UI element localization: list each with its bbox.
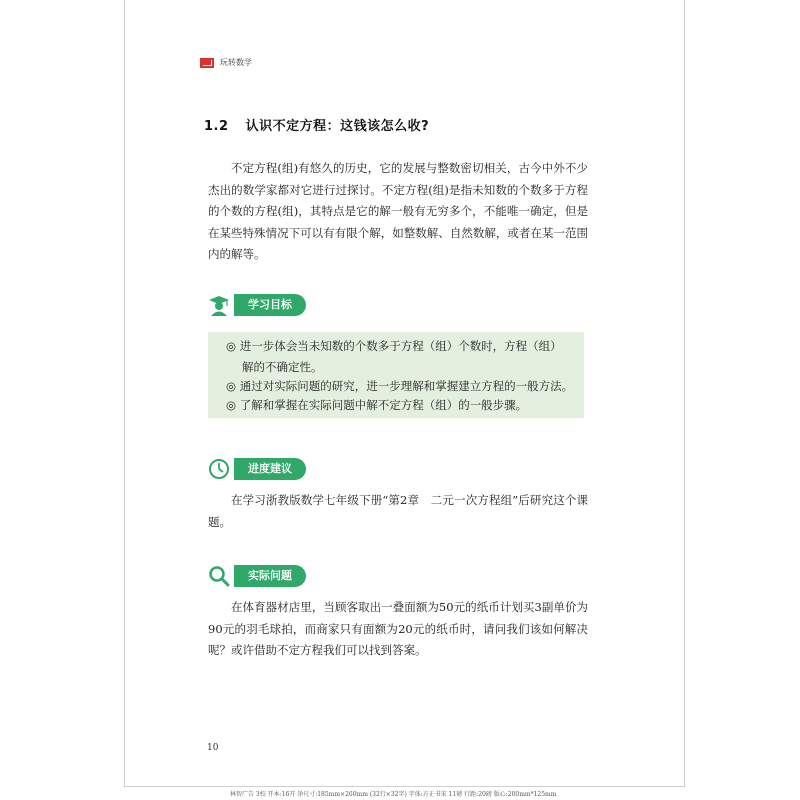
clock-icon xyxy=(208,458,230,480)
problem-heading xyxy=(208,565,306,587)
goal-item-2: ◎ 通过对实际问题的研究，进一步理解和掌握建立方程的一般方法。 xyxy=(226,379,574,393)
problem-label: 实际问题 xyxy=(234,565,306,587)
goals-heading xyxy=(208,294,306,316)
header-text: 玩转数学 xyxy=(220,58,252,67)
progress-heading xyxy=(208,458,306,480)
print-footer: 林智广告 3校 开本:16开 净尺寸:185mm×260mm (32行×32字) 字体:方正书宋 11磅 行距:20磅 版心:200mm*125mm xyxy=(230,791,557,798)
problem-text: 在体育器材店里，当顾客取出一叠面额为50元的纸币计划买3副单价为90元的羽毛球拍，而商家只有面额为20元的纸币时，请问我们该如何解决呢？或许借助不定方程我们可以找到答案。 xyxy=(208,600,588,657)
progress-label: 进度建议 xyxy=(234,458,306,480)
section-number: 1.2 xyxy=(204,119,229,134)
book-logo-icon xyxy=(200,58,214,68)
goal-item-1-continued: 解的不确定性。 xyxy=(242,360,323,374)
goals-label: 学习目标 xyxy=(234,294,306,316)
section-title xyxy=(204,115,429,134)
running-header xyxy=(200,57,252,68)
section-title-text: 认识不定方程：这钱该怎么收? xyxy=(245,119,430,134)
magnifier-icon xyxy=(208,565,230,587)
graduate-icon xyxy=(208,294,230,316)
goal-item-1: ◎ 进一步体会当未知数的个数多于方程（组）个数时，方程（组） xyxy=(226,339,562,353)
progress-text: 在学习浙教版数学七年级下册“第2章 二元一次方程组”后研究这个课题。 xyxy=(208,493,588,529)
goal-item-3: ◎ 了解和掌握在实际问题中解不定方程（组）的一般步骤。 xyxy=(226,398,528,412)
intro-text: 不定方程(组)有悠久的历史，它的发展与整数密切相关，古今中外不少杰出的数学家都对它进行过探讨。不定方程(组)是指未知数的个数多于方程的个数的方程(组)，其特点是它的解一般有无穷多个，不能唯一确定，但是在某些特殊情况下可以有有限个解，如整数解、自然数解，或者在某一范围内的解等。 xyxy=(208,161,588,261)
progress-paragraph xyxy=(208,490,588,533)
problem-paragraph xyxy=(208,597,588,662)
intro-paragraph xyxy=(208,158,588,266)
page-number: 10 xyxy=(207,743,219,753)
goals-box xyxy=(208,332,584,418)
